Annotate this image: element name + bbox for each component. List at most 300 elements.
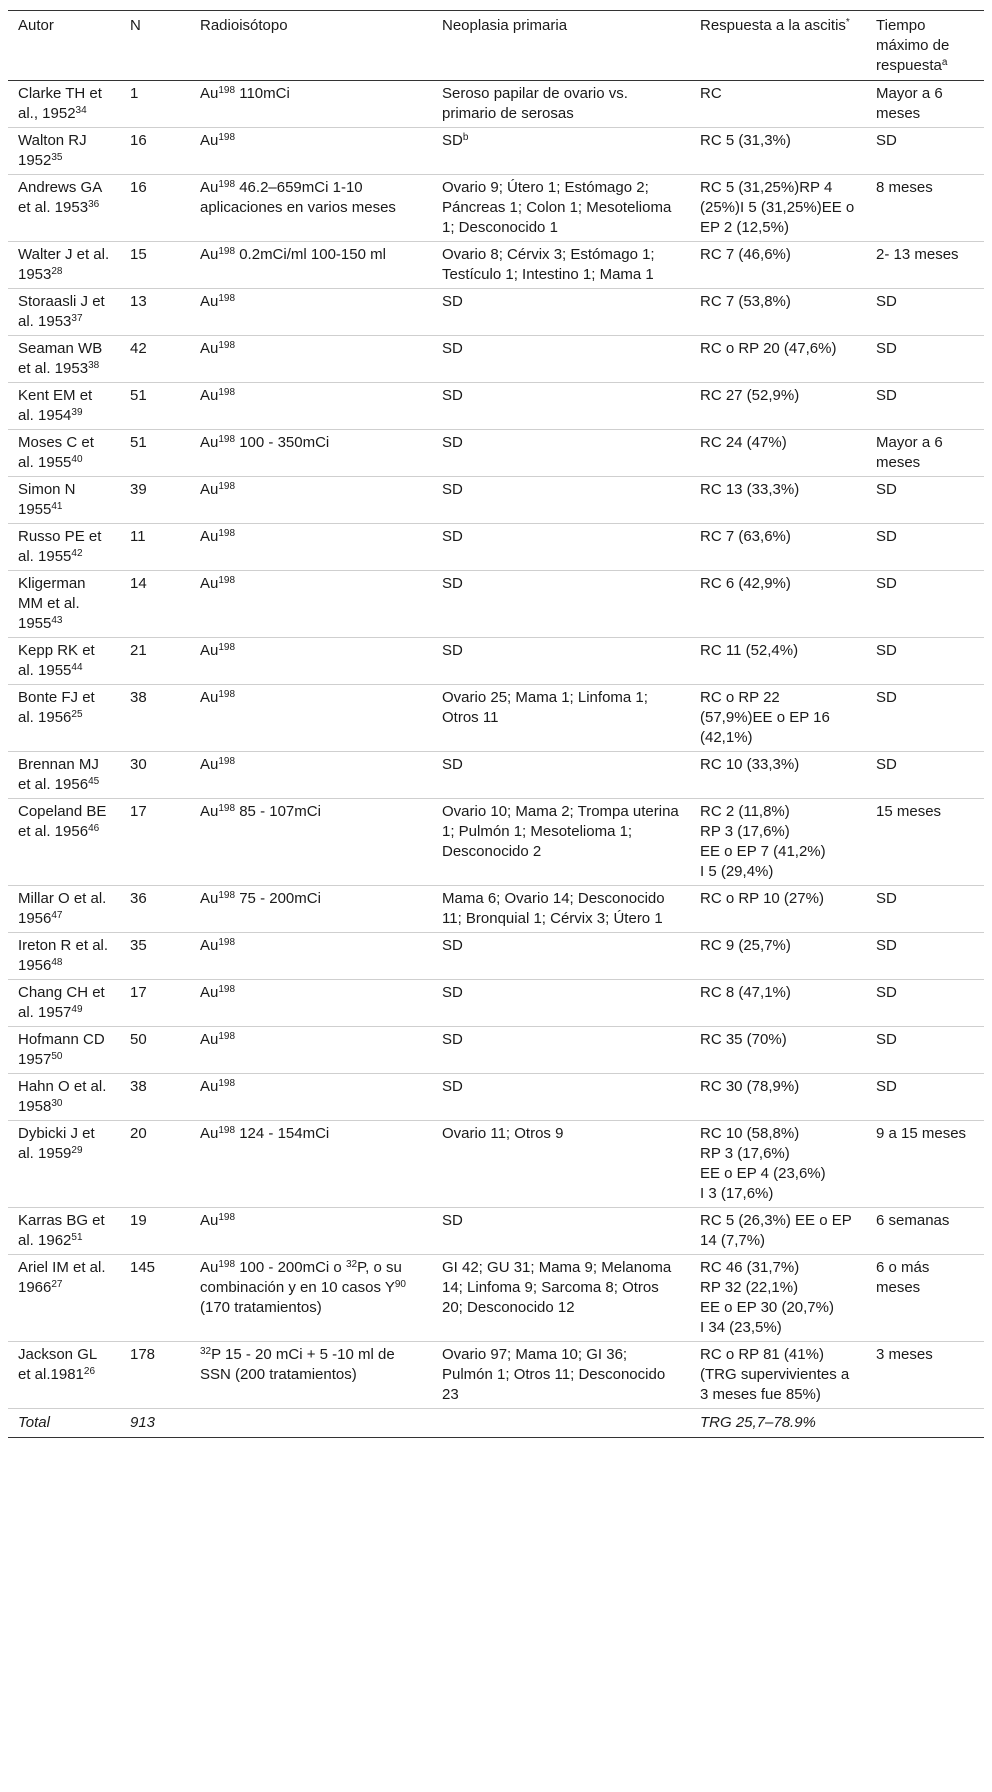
isotope-dose: 124 - 154mCi [235, 1125, 330, 1142]
isotope-mass: 198 [218, 179, 236, 190]
author-cell [8, 752, 120, 799]
isotope-dose: 85 - 107mCi [235, 803, 321, 820]
n-cell: 39 [130, 481, 147, 498]
isotope-symbol: Au [200, 1031, 219, 1048]
author-name: Hahn O et al. 1958 [18, 1078, 107, 1115]
response-cell [690, 886, 866, 933]
author-cell [8, 980, 120, 1027]
table-row [8, 886, 984, 933]
response-cell [690, 81, 866, 128]
reference-number: 30 [51, 1098, 63, 1109]
radioisotope-cell [190, 638, 432, 685]
author-cell [8, 128, 120, 175]
response-line: RC 27 (52,9%) [700, 387, 800, 404]
neoplasia-cell [432, 1208, 690, 1255]
isotope-mass: 198 [218, 293, 236, 304]
column-header-label: N [130, 17, 141, 34]
isotope-mass: 90 [394, 1279, 406, 1290]
table-row [8, 524, 984, 571]
response-line: EE o EP 4 (23,6%) [700, 1165, 826, 1182]
isotope-dose: P 15 - 20 mCi + 5 -10 ml de SSN (200 tratamientos) [200, 1346, 395, 1383]
author-cell [8, 81, 120, 128]
response-line: RC o RP 22 (57,9%)EE o EP 16 (42,1%) [700, 689, 830, 746]
response-cell [690, 336, 866, 383]
total-response: TRG 25,7–78.9% [700, 1414, 816, 1431]
neoplasia-cell [432, 175, 690, 242]
radioisotope-cell [190, 289, 432, 336]
response-time-cell: 8 meses [876, 179, 933, 196]
response-cell [690, 799, 866, 886]
reference-number: 26 [83, 1366, 96, 1377]
neoplasia-cell [432, 685, 690, 752]
author-cell [8, 1255, 120, 1342]
isotope-symbol: Au [200, 575, 219, 592]
response-time-cell: 15 meses [876, 803, 942, 820]
isotope-mass: 198 [218, 642, 236, 653]
isotope-mass: 198 [218, 132, 236, 143]
n-cell: 16 [130, 132, 147, 149]
response-cell [690, 242, 866, 289]
response-time-cell: SD [876, 528, 897, 545]
header-row [8, 11, 984, 81]
author-name: Chang CH et al. 1957 [18, 984, 105, 1021]
table-row [8, 799, 984, 886]
neoplasia-text: SD [442, 642, 463, 659]
n-cell: 15 [130, 246, 147, 263]
author-name: Karras BG et al. 1962 [18, 1212, 105, 1249]
table-row [8, 1121, 984, 1208]
author-cell [8, 336, 120, 383]
reference-number: 35 [51, 152, 63, 163]
response-line: RC 9 (25,7%) [700, 937, 791, 954]
response-cell [690, 685, 866, 752]
isotope-symbol: Au [200, 756, 219, 773]
neoplasia-cell [432, 383, 690, 430]
isotope-symbol: Au [200, 1212, 219, 1229]
response-line: RC 2 (11,8%) [700, 803, 790, 820]
author-name: Copeland BE et al. 1956 [18, 803, 107, 840]
isotope-symbol: Au [200, 1125, 219, 1142]
response-line: RC [700, 85, 722, 102]
author-cell [8, 289, 120, 336]
table-row [8, 289, 984, 336]
response-cell [690, 128, 866, 175]
response-line: RC 35 (70%) [700, 1031, 787, 1048]
radioisotope-cell [190, 430, 432, 477]
column-header [432, 11, 690, 81]
response-time-cell: SD [876, 481, 897, 498]
table-row [8, 980, 984, 1027]
response-line: RC 46 (31,7%) [700, 1259, 800, 1276]
table-row [8, 1208, 984, 1255]
response-time-cell: SD [876, 984, 897, 1001]
response-line: RC 11 (52,4%) [700, 642, 799, 659]
table-row [8, 933, 984, 980]
column-header-label: Tiempo máximo de respuesta [876, 17, 950, 74]
response-time-cell: SD [876, 132, 897, 149]
reference-number: 43 [51, 615, 63, 626]
author-name: Moses C et al. 1955 [18, 434, 94, 471]
response-line: RP 3 (17,6%) [700, 1145, 790, 1162]
table-row [8, 638, 984, 685]
neoplasia-cell [432, 752, 690, 799]
isotope-mass: 198 [218, 434, 236, 445]
n-cell: 178 [130, 1346, 156, 1363]
isotope-symbol: Au [200, 984, 219, 1001]
results-table [8, 10, 984, 1438]
column-header-label: Radioisótopo [200, 17, 288, 34]
neoplasia-text: SD [442, 756, 463, 773]
author-cell [8, 1342, 120, 1409]
isotope-symbol: Au [200, 434, 219, 451]
response-line: I 5 (29,4%) [700, 863, 774, 880]
author-cell [8, 242, 120, 289]
neoplasia-cell [432, 128, 690, 175]
isotope-mass: 198 [218, 1125, 236, 1136]
neoplasia-text: SD [442, 984, 463, 1001]
total-row [8, 1409, 984, 1438]
n-cell: 145 [130, 1259, 156, 1276]
radioisotope-cell [190, 1255, 432, 1342]
radioisotope-cell [190, 933, 432, 980]
n-cell: 11 [130, 528, 146, 545]
table-row [8, 477, 984, 524]
neoplasia-text: SD [442, 1078, 463, 1095]
neoplasia-cell [432, 638, 690, 685]
isotope-symbol: Au [200, 387, 219, 404]
isotope-mass: 198 [218, 575, 236, 586]
column-header-footnote: * [845, 17, 850, 28]
author-cell [8, 886, 120, 933]
response-line: RC o RP 10 (27%) [700, 890, 824, 907]
radioisotope-cell [190, 752, 432, 799]
response-line: EE o EP 7 (41,2%) [700, 843, 826, 860]
n-cell: 51 [130, 434, 147, 451]
isotope-symbol: Au [200, 890, 219, 907]
isotope-mass: 198 [218, 85, 236, 96]
radioisotope-cell [190, 685, 432, 752]
neoplasia-cell [432, 571, 690, 638]
isotope-mass: 198 [218, 1078, 236, 1089]
isotope-symbol: Au [200, 340, 219, 357]
radioisotope-cell [190, 1342, 432, 1409]
response-time-cell: SD [876, 293, 897, 310]
n-cell: 42 [130, 340, 147, 357]
reference-number: 29 [71, 1145, 83, 1156]
author-name: Simon N 1955 [18, 481, 76, 518]
neoplasia-cell [432, 1342, 690, 1409]
radioisotope-cell [190, 886, 432, 933]
author-name: Jackson GL et al.1981 [18, 1346, 97, 1383]
reference-number: 25 [71, 709, 83, 720]
n-cell: 13 [130, 293, 147, 310]
response-time-cell: 6 o más meses [876, 1259, 930, 1296]
response-line: RC 8 (47,1%) [700, 984, 791, 1001]
author-name: Dybicki J et al. 1959 [18, 1125, 95, 1162]
author-name: Clarke TH et al., 1952 [18, 85, 102, 122]
isotope-symbol: Au [200, 481, 219, 498]
table-row [8, 430, 984, 477]
table-row [8, 81, 984, 128]
reference-number: 40 [71, 454, 83, 465]
neoplasia-text: Ovario 9; Útero 1; Estómago 2; Páncreas 1; Colon 1; Mesotelioma 1; Desconocido 1 [442, 179, 672, 236]
author-name: Storaasli J et al. 1953 [18, 293, 105, 330]
neoplasia-text: Ovario 25; Mama 1; Linfoma 1; Otros 11 [442, 689, 648, 726]
n-cell: 30 [130, 756, 147, 773]
n-cell: 20 [130, 1125, 147, 1142]
table-row [8, 383, 984, 430]
radioisotope-cell [190, 799, 432, 886]
response-cell [690, 1121, 866, 1208]
neoplasia-text: SD [442, 937, 463, 954]
author-name: Brennan MJ et al. 1956 [18, 756, 99, 793]
reference-number: 39 [71, 407, 83, 418]
isotope-mass: 198 [218, 1259, 236, 1270]
author-name: Seaman WB et al. 1953 [18, 340, 103, 377]
response-time-cell: SD [876, 756, 897, 773]
isotope-symbol: Au [200, 1259, 219, 1276]
response-cell [690, 175, 866, 242]
neoplasia-cell [432, 886, 690, 933]
isotope-dose: 100 - 350mCi [235, 434, 330, 451]
radioisotope-cell [190, 1074, 432, 1121]
response-line: RC 5 (31,25%)RP 4 (25%)I 5 (31,25%)EE o EP 2 (12,5%) [700, 179, 855, 236]
n-cell: 1 [130, 85, 139, 102]
neoplasia-cell [432, 81, 690, 128]
n-cell: 17 [130, 984, 147, 1001]
reference-number: 44 [71, 662, 83, 673]
table-row [8, 1255, 984, 1342]
response-cell [690, 933, 866, 980]
isotope-symbol: Au [200, 1078, 219, 1095]
isotope-mass: 198 [218, 340, 236, 351]
reference-number: 27 [51, 1279, 63, 1290]
neoplasia-text: Ovario 10; Mama 2; Trompa uterina 1; Pulmón 1; Mesotelioma 1; Desconocido 2 [442, 803, 679, 860]
isotope-symbol: Au [200, 803, 219, 820]
author-cell [8, 383, 120, 430]
radioisotope-cell [190, 1208, 432, 1255]
reference-number: 49 [71, 1004, 83, 1015]
response-cell [690, 1255, 866, 1342]
author-cell [8, 1027, 120, 1074]
results-table-container [8, 10, 984, 1438]
radioisotope-cell [190, 524, 432, 571]
n-cell: 21 [130, 642, 147, 659]
neoplasia-text: SD [442, 575, 463, 592]
isotope-mass: 198 [218, 756, 236, 767]
reference-number: 48 [51, 957, 63, 968]
response-time-cell: SD [876, 890, 897, 907]
isotope-symbol: Au [200, 85, 219, 102]
isotope-symbol: Au [200, 689, 219, 706]
n-cell: 38 [130, 1078, 147, 1095]
neoplasia-footnote: b [462, 132, 469, 143]
reference-number: 51 [71, 1232, 83, 1243]
response-line: RC 30 (78,9%) [700, 1078, 800, 1095]
neoplasia-cell [432, 336, 690, 383]
response-time-cell: 9 a 15 meses [876, 1125, 967, 1142]
isotope-mass: 198 [218, 246, 236, 257]
neoplasia-cell [432, 430, 690, 477]
isotope-dose: 100 - 200mCi o [235, 1259, 346, 1276]
column-header [866, 11, 984, 81]
author-name: Walton RJ 1952 [18, 132, 87, 169]
n-cell: 16 [130, 179, 147, 196]
isotope-symbol: Au [200, 246, 219, 263]
n-cell: 14 [130, 575, 147, 592]
response-time-cell: 2- 13 meses [876, 246, 959, 263]
reference-number: 47 [51, 910, 63, 921]
n-cell: 50 [130, 1031, 147, 1048]
radioisotope-cell [190, 175, 432, 242]
reference-number: 28 [51, 266, 63, 277]
response-line: RC 7 (53,8%) [700, 293, 791, 310]
total-empty-neo [432, 1409, 690, 1438]
response-line: RC o RP 81 (41%) (TRG supervivientes a 3 meses fue 85%) [700, 1346, 850, 1403]
column-header [120, 11, 190, 81]
n-cell: 38 [130, 689, 147, 706]
total-label: Total [18, 1414, 50, 1431]
response-time-cell: 3 meses [876, 1346, 933, 1363]
author-name: Andrews GA et al. 1953 [18, 179, 102, 216]
table-body [8, 81, 984, 1438]
neoplasia-cell [432, 289, 690, 336]
neoplasia-text: SD [442, 528, 463, 545]
author-cell [8, 799, 120, 886]
table-row [8, 1342, 984, 1409]
isotope-symbol: Au [200, 179, 219, 196]
radioisotope-cell [190, 1121, 432, 1208]
neoplasia-text: SD [442, 481, 463, 498]
response-cell [690, 638, 866, 685]
author-name: Russo PE et al. 1955 [18, 528, 102, 565]
n-cell: 17 [130, 803, 147, 820]
radioisotope-cell [190, 477, 432, 524]
author-cell [8, 1121, 120, 1208]
author-cell [8, 430, 120, 477]
column-header-label: Neoplasia primaria [442, 17, 568, 34]
reference-number: 38 [88, 360, 100, 371]
response-cell [690, 477, 866, 524]
response-line: I 3 (17,6%) [700, 1185, 774, 1202]
isotope-mass: 198 [218, 689, 236, 700]
author-cell [8, 1074, 120, 1121]
response-time-cell: SD [876, 387, 897, 404]
neoplasia-cell [432, 799, 690, 886]
reference-number: 46 [88, 823, 100, 834]
radioisotope-cell [190, 128, 432, 175]
neoplasia-text: SD [442, 434, 463, 451]
response-line: RC 7 (63,6%) [700, 528, 791, 545]
isotope-mass: 198 [218, 1212, 236, 1223]
radioisotope-cell [190, 81, 432, 128]
response-line: RP 3 (17,6%) [700, 823, 790, 840]
isotope-symbol: Au [200, 293, 219, 310]
column-header [690, 11, 866, 81]
neoplasia-cell [432, 524, 690, 571]
reference-number: 50 [51, 1051, 63, 1062]
isotope-mass: 198 [218, 1031, 236, 1042]
author-name: Hofmann CD 1957 [18, 1031, 105, 1068]
table-row [8, 336, 984, 383]
author-name: Bonte FJ et al. 1956 [18, 689, 95, 726]
author-name: Millar O et al. 1956 [18, 890, 107, 927]
table-row [8, 1027, 984, 1074]
table-header [8, 11, 984, 81]
response-time-cell: SD [876, 642, 897, 659]
response-time-cell: Mayor a 6 meses [876, 434, 943, 471]
response-line: RC 7 (46,6%) [700, 246, 791, 263]
radioisotope-cell [190, 980, 432, 1027]
table-row [8, 685, 984, 752]
radioisotope-cell [190, 383, 432, 430]
neoplasia-cell [432, 1027, 690, 1074]
author-name: Kent EM et al. 1954 [18, 387, 93, 424]
neoplasia-text: SD [442, 1212, 463, 1229]
neoplasia-text: Seroso papilar de ovario vs. primario de serosas [442, 85, 628, 122]
response-line: RC 5 (31,3%) [700, 132, 791, 149]
reference-number: 45 [88, 776, 100, 787]
isotope-dose: 46.2–659mCi 1-10 aplicaciones en varios meses [200, 179, 396, 216]
isotope-mass: 198 [218, 387, 236, 398]
isotope-dose: 0.2mCi/ml 100-150 ml [235, 246, 386, 263]
author-cell [8, 933, 120, 980]
response-cell [690, 1027, 866, 1074]
column-header-footnote: a [941, 57, 948, 68]
author-cell [8, 638, 120, 685]
author-cell [8, 685, 120, 752]
response-cell [690, 571, 866, 638]
response-line: EE o EP 30 (20,7%) [700, 1299, 834, 1316]
column-header-label: Autor [18, 17, 54, 34]
neoplasia-text: SD [442, 340, 463, 357]
response-cell [690, 1208, 866, 1255]
isotope-dose: 75 - 200mCi [235, 890, 321, 907]
neoplasia-text: SD [442, 1031, 463, 1048]
isotope-detail: P, o su combinación y en 10 casos Y [200, 1259, 402, 1296]
author-name: Kligerman MM et al. 1955 [18, 575, 86, 632]
isotope-mass-prefix: 32 [345, 1259, 358, 1270]
neoplasia-cell [432, 980, 690, 1027]
isotope-mass: 198 [218, 937, 236, 948]
column-header-label: Respuesta a la ascitis [700, 17, 846, 34]
author-name: Walter J et al. 1953 [18, 246, 110, 283]
response-cell [690, 524, 866, 571]
author-name: Kepp RK et al. 1955 [18, 642, 95, 679]
total-empty-time [866, 1409, 984, 1438]
isotope-symbol: Au [200, 642, 219, 659]
n-cell: 36 [130, 890, 147, 907]
reference-number: 34 [75, 105, 87, 116]
n-cell: 51 [130, 387, 147, 404]
neoplasia-cell [432, 242, 690, 289]
isotope-mass: 198 [218, 890, 236, 901]
response-time-cell: SD [876, 689, 897, 706]
response-cell [690, 289, 866, 336]
radioisotope-cell [190, 242, 432, 289]
isotope-dose: 110mCi [235, 85, 290, 102]
response-time-cell: SD [876, 1031, 897, 1048]
table-row [8, 752, 984, 799]
neoplasia-text: Ovario 8; Cérvix 3; Estómago 1; Testículo 1; Intestino 1; Mama 1 [442, 246, 655, 283]
total-n: 913 [130, 1414, 156, 1431]
isotope-mass: 198 [218, 803, 236, 814]
author-name: Ariel IM et al. 1966 [18, 1259, 106, 1296]
response-cell [690, 752, 866, 799]
reference-number: 36 [88, 199, 100, 210]
response-line: RP 32 (22,1%) [700, 1279, 799, 1296]
neoplasia-text: Mama 6; Ovario 14; Desconocido 11; Bronquial 1; Cérvix 3; Útero 1 [442, 890, 665, 927]
